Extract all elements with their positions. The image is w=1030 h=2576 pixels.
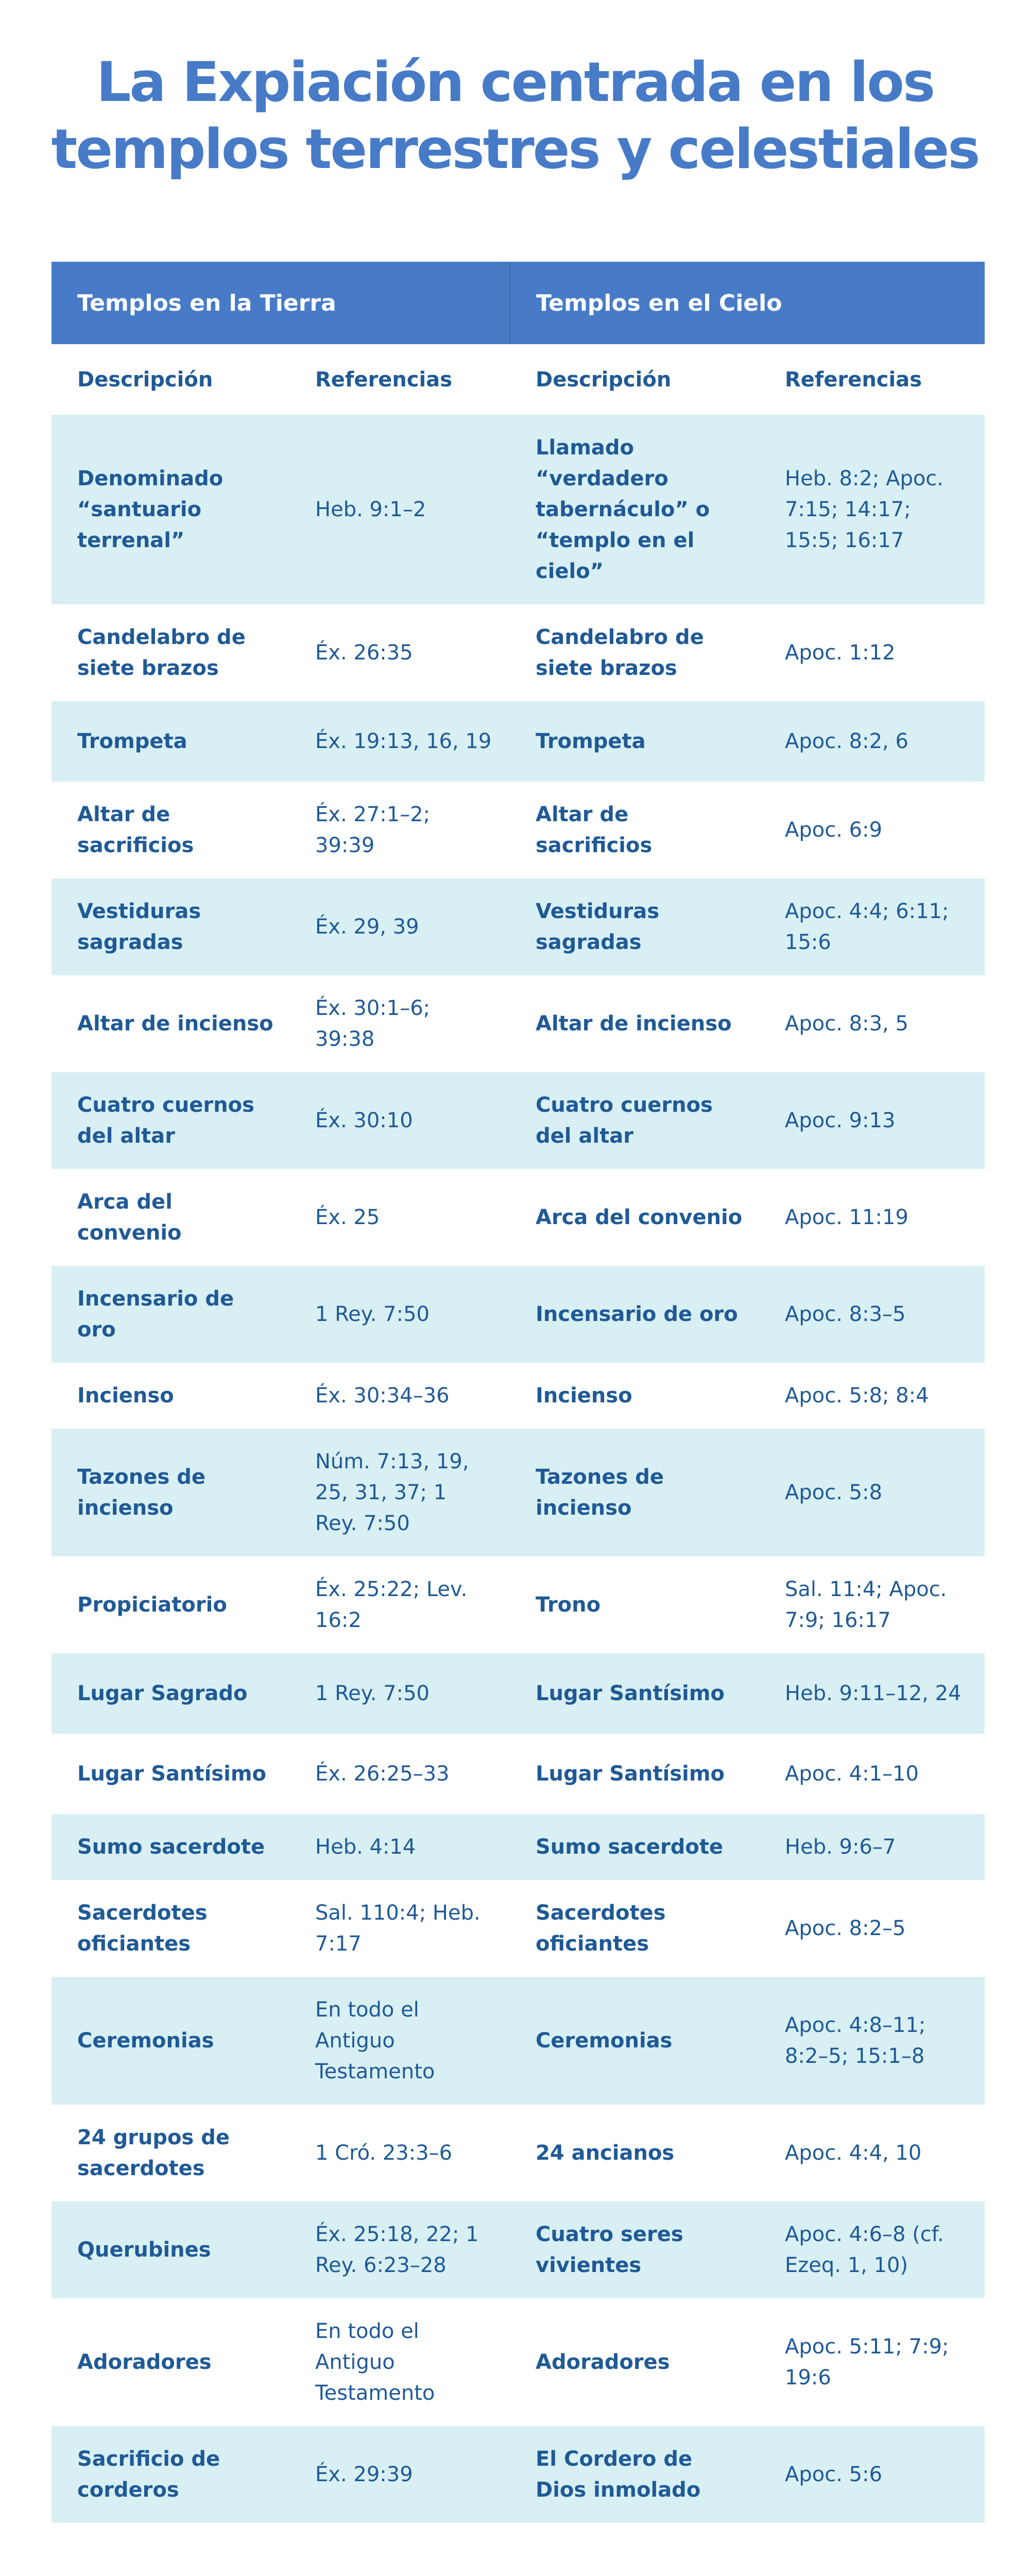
heaven-reference-cell: Apoc. 4:4, 10 [759, 2105, 985, 2201]
table-header [52, 262, 985, 415]
earth-reference-cell: 1 Rey. 7:50 [289, 1653, 510, 1734]
heaven-description-cell: Candelabro de siete brazos [510, 604, 759, 701]
heaven-description-cell: Vestiduras sagradas [510, 878, 759, 975]
heaven-reference-cell: Heb. 9:6–7 [759, 1814, 985, 1880]
earth-description-cell: Sumo sacerdote [52, 1814, 289, 1880]
earth-reference-cell: Éx. 30:34–36 [289, 1363, 510, 1429]
heaven-description-cell: Lugar Santísimo [510, 1734, 759, 1814]
table-row [52, 878, 985, 975]
table-body [52, 415, 985, 2523]
heaven-description-cell: Trono [510, 1556, 759, 1653]
table-row [52, 1734, 985, 1814]
earth-reference-cell: Heb. 9:1–2 [289, 415, 510, 604]
table-row [52, 1266, 985, 1363]
group-header-heaven: Templos en el Cielo [510, 262, 985, 344]
table-row [52, 1556, 985, 1653]
page-title [0, 49, 1030, 183]
table-row [52, 1169, 985, 1266]
earth-reference-cell: Éx. 26:25–33 [289, 1734, 510, 1814]
earth-description-cell: Vestiduras sagradas [52, 878, 289, 975]
table-row [52, 1977, 985, 2105]
table-row [52, 604, 985, 701]
heaven-reference-cell: Apoc. 9:13 [759, 1072, 985, 1169]
comparison-table-container [52, 262, 985, 2523]
group-header-earth: Templos en la Tierra [52, 262, 510, 344]
heaven-description-cell: El Cordero de Dios inmolado [510, 2426, 759, 2523]
heaven-reference-cell: Apoc. 4:8–11; 8:2–5; 15:1–8 [759, 1977, 985, 2105]
earth-reference-cell: Éx. 25:22; Lev. 16:2 [289, 1556, 510, 1653]
heaven-description-cell: Arca del convenio [510, 1169, 759, 1266]
table-row [52, 2105, 985, 2201]
earth-reference-cell: Éx. 29:39 [289, 2426, 510, 2523]
heaven-description-cell: Sumo sacerdote [510, 1814, 759, 1880]
earth-description-cell: Incienso [52, 1363, 289, 1429]
heaven-description-cell: Sacerdotes oficiantes [510, 1880, 759, 1977]
earth-description-cell: Incensario de oro [52, 1266, 289, 1363]
column-header-earth-description: Descripción [52, 344, 289, 415]
group-header-row [52, 262, 985, 344]
earth-reference-cell: Éx. 30:10 [289, 1072, 510, 1169]
title-line-2: templos terrestres y celestiales [51, 117, 979, 181]
table-row [52, 1429, 985, 1556]
heaven-reference-cell: Apoc. 5:8; 8:4 [759, 1363, 985, 1429]
heaven-reference-cell: Apoc. 8:2, 6 [759, 701, 985, 782]
earth-description-cell: Adoradores [52, 2298, 289, 2426]
earth-description-cell: 24 grupos de sacerdotes [52, 2105, 289, 2201]
heaven-reference-cell: Apoc. 11:19 [759, 1169, 985, 1266]
heaven-description-cell: 24 ancianos [510, 2105, 759, 2201]
earth-description-cell: Arca del convenio [52, 1169, 289, 1266]
earth-description-cell: Denominado “santuario terrenal” [52, 415, 289, 604]
heaven-reference-cell: Apoc. 8:3–5 [759, 1266, 985, 1363]
table-row [52, 2426, 985, 2523]
earth-description-cell: Ceremonias [52, 1977, 289, 2105]
earth-reference-cell: En todo el Antiguo Testamento [289, 1977, 510, 2105]
earth-description-cell: Altar de incienso [52, 975, 289, 1072]
heaven-reference-cell: Apoc. 8:2–5 [759, 1880, 985, 1977]
heaven-reference-cell: Apoc. 1:12 [759, 604, 985, 701]
heaven-reference-cell: Apoc. 8:3, 5 [759, 975, 985, 1072]
heaven-description-cell: Cuatro seres vivientes [510, 2201, 759, 2298]
earth-reference-cell: 1 Cró. 23:3–6 [289, 2105, 510, 2201]
table-row [52, 782, 985, 878]
table-row [52, 2201, 985, 2298]
heaven-reference-cell: Apoc. 4:4; 6:11; 15:6 [759, 878, 985, 975]
earth-description-cell: Sacrificio de corderos [52, 2426, 289, 2523]
earth-reference-cell: 1 Rey. 7:50 [289, 1266, 510, 1363]
table-row [52, 2298, 985, 2426]
heaven-reference-cell: Heb. 8:2; Apoc. 7:15; 14:17; 15:5; 16:17 [759, 415, 985, 604]
earth-description-cell: Sacerdotes oficiantes [52, 1880, 289, 1977]
heaven-description-cell: Altar de sacrificios [510, 782, 759, 878]
heaven-description-cell: Incensario de oro [510, 1266, 759, 1363]
earth-description-cell: Altar de sacrificios [52, 782, 289, 878]
earth-description-cell: Cuatro cuernos del altar [52, 1072, 289, 1169]
table-row [52, 1072, 985, 1169]
comparison-table [52, 262, 985, 2523]
earth-description-cell: Tazones de incienso [52, 1429, 289, 1556]
earth-description-cell: Trompeta [52, 701, 289, 782]
table-row [52, 975, 985, 1072]
heaven-reference-cell: Apoc. 4:6–8 (cf. Ezeq. 1, 10) [759, 2201, 985, 2298]
earth-description-cell: Propiciatorio [52, 1556, 289, 1653]
table-row [52, 1814, 985, 1880]
earth-reference-cell: Éx. 30:1–6; 39:38 [289, 975, 510, 1072]
heaven-reference-cell: Sal. 11:4; Apoc. 7:9; 16:17 [759, 1556, 985, 1653]
table-row [52, 1880, 985, 1977]
earth-reference-cell: En todo el Antiguo Testamento [289, 2298, 510, 2426]
column-header-heaven-description: Descripción [510, 344, 759, 415]
heaven-description-cell: Lugar Santísimo [510, 1653, 759, 1734]
earth-reference-cell: Éx. 26:35 [289, 604, 510, 701]
earth-reference-cell: Núm. 7:13, 19, 25, 31, 37; 1 Rey. 7:50 [289, 1429, 510, 1556]
column-header-row [52, 344, 985, 415]
earth-reference-cell: Sal. 110:4; Heb. 7:17 [289, 1880, 510, 1977]
heaven-reference-cell: Apoc. 5:8 [759, 1429, 985, 1556]
heaven-description-cell: Cuatro cuernos del altar [510, 1072, 759, 1169]
table-row [52, 1653, 985, 1734]
earth-reference-cell: Éx. 27:1–2; 39:39 [289, 782, 510, 878]
earth-description-cell: Querubines [52, 2201, 289, 2298]
earth-description-cell: Candelabro de siete brazos [52, 604, 289, 701]
heaven-description-cell: Adoradores [510, 2298, 759, 2426]
heaven-description-cell: Incienso [510, 1363, 759, 1429]
earth-reference-cell: Éx. 29, 39 [289, 878, 510, 975]
heaven-description-cell: Tazones de incienso [510, 1429, 759, 1556]
heaven-reference-cell: Apoc. 5:11; 7:9; 19:6 [759, 2298, 985, 2426]
earth-description-cell: Lugar Sagrado [52, 1653, 289, 1734]
heaven-description-cell: Llamado “verdadero tabernáculo” o “templo en el cielo” [510, 415, 759, 604]
earth-reference-cell: Heb. 4:14 [289, 1814, 510, 1880]
heaven-reference-cell: Apoc. 5:6 [759, 2426, 985, 2523]
heaven-description-cell: Altar de incienso [510, 975, 759, 1072]
heaven-reference-cell: Apoc. 4:1–10 [759, 1734, 985, 1814]
table-row [52, 415, 985, 604]
earth-reference-cell: Éx. 25 [289, 1169, 510, 1266]
heaven-reference-cell: Heb. 9:11–12, 24 [759, 1653, 985, 1734]
column-header-earth-references: Referencias [289, 344, 510, 415]
earth-reference-cell: Éx. 19:13, 16, 19 [289, 701, 510, 782]
title-line-1: La Expiación centrada en los [96, 50, 934, 114]
table-row [52, 1363, 985, 1429]
table-row [52, 701, 985, 782]
column-header-heaven-references: Referencias [759, 344, 985, 415]
earth-description-cell: Lugar Santísimo [52, 1734, 289, 1814]
heaven-description-cell: Trompeta [510, 701, 759, 782]
heaven-reference-cell: Apoc. 6:9 [759, 782, 985, 878]
earth-reference-cell: Éx. 25:18, 22; 1 Rey. 6:23–28 [289, 2201, 510, 2298]
heaven-description-cell: Ceremonias [510, 1977, 759, 2105]
